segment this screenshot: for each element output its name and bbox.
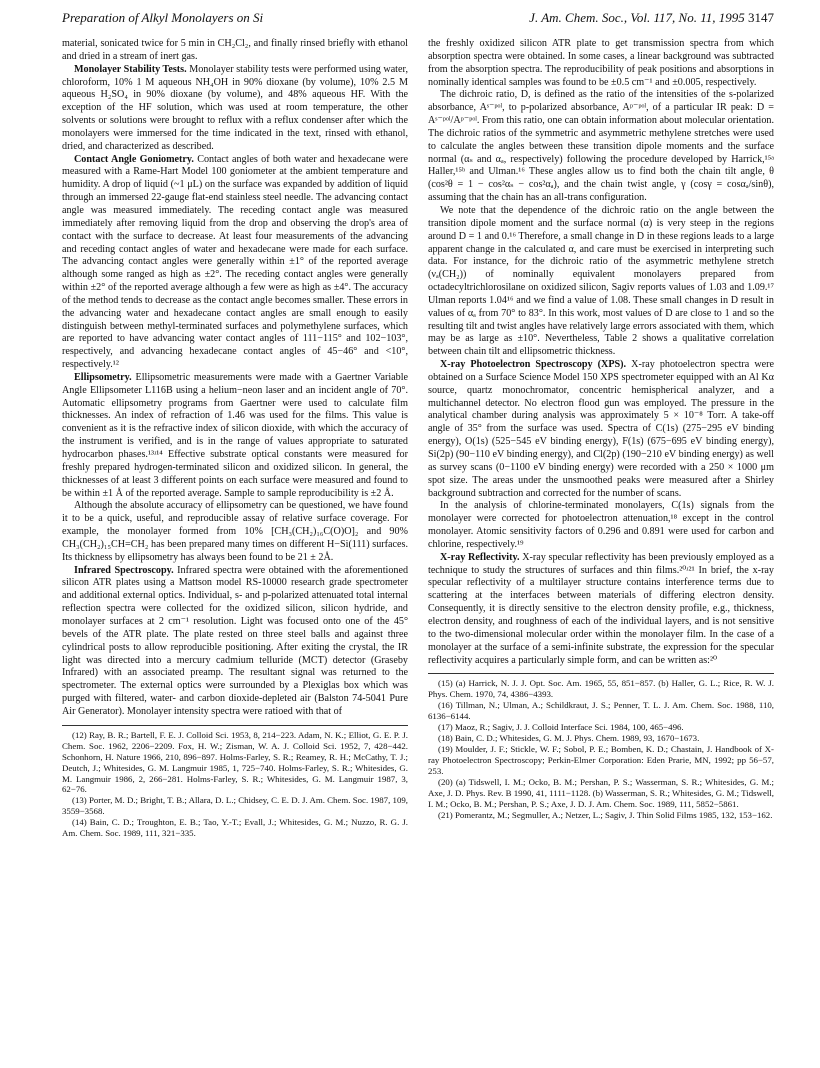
reference-19: (19) Moulder, J. F.; Stickle, W. F.; Sobol, P. E.; Bomben, K. D.; Chastain, J. Handbook of X-ray Photoelectron Spectroscopy; Perkin-Elmer Corporation: Eden Prarie, MN, 1992; pp 56−57, 253. [428, 744, 774, 776]
page-number: 3147 [748, 10, 774, 25]
section-heading: Ellipsometry. [74, 371, 132, 383]
paragraph: In the analysis of chlorine-terminated monolayers, C(1s) signals from the monolayer were corrected for photoelectron attenuation,¹⁸ except in the control monolayer. Atomic sensitivity factors of 0.296 and 0.891 were used for carbon and chlorine, respectively.¹⁹ [428, 500, 774, 550]
section-infrared [62, 565, 408, 719]
section-heading: X-ray Photoelectron Spectroscopy (XPS). [440, 359, 627, 371]
footnote-divider [428, 673, 774, 674]
reference-17: (17) Maoz, R.; Sagiv, J. J. Colloid Interface Sci. 1984, 100, 465−496. [438, 722, 684, 733]
section-text: Contact angles of both water and hexadecane were measured with a Rame-Hart Model 100 goniometer at the ambient temperature and humidity. A drop of liquid (~1 μL) on the surface was expanded by addition of liquid through an immersed 22-gauge flat-end stainless steel needle. The advancing contact angle was measured immediately. The receding contact angle was measured immediately after removing liquid from the drop and observing the drop's area of contact with the surface to decrease. At least four measurements of the advancing and receding contact angles of water and hexadecane were made for each surface. The advancing contact angles were generally within ±1° of the reported average although some ranged as high as ±2°. The receding contact angles were generally within ±2° of the reported average although a few were as high as ±4°. The accuracy of the method tends to decrease as the contact angle becomes smaller. These errors in the advancing water and hexadecane contact angles are small enough to easily distinguish between methyl-terminated surfaces and polymethylene surfaces, which are reported to have advancing water contact angles of 111−115° and 102−103°, respectively, and advancing hexadecane contact angles of 45−46° and <10°, respectively.¹² [62, 153, 408, 371]
section-heading: X-ray Reflectivity. [440, 551, 520, 563]
paragraph: Although the absolute accuracy of ellipsometry can be questioned, we have found it to be a quick, useful, and reproducible assay of relative surface coverage. For example, the monolayer formed from 10% [CH₃(CH₂)₁₆C(O)O]₂ and 90% CH₃(CH₂)₁₅CH=CH₂ has been prepared many times on different H−Si(111) surfaces. Its thickness by ellipsometry has always been found to be 21 ± 2Å. [62, 500, 408, 563]
running-title: Preparation of Alkyl Monolayers on Si [62, 10, 264, 25]
left-column [62, 38, 408, 839]
section-heading: Contact Angle Goniometry. [74, 153, 194, 165]
reference-20: (20) (a) Tidswell, I. M.; Ocko, B. M.; Pershan, P. S.; Wasserman, S. R.; Whitesides, G. M.; Axe, J. D. Phys. Rev. B 1990, 41, 1111−1128. (b) Wasserman, S. R.; Whitesides, G. M.; Tidswell, I. M.; Ocko, B. M.; Pershan, P. S.; Axe, J. D. J. Am. Chem. Soc. 1989, 111, 5852−5861. [428, 776, 774, 809]
section-xray-reflectivity [428, 552, 774, 668]
section-stability [62, 64, 408, 154]
reference-16: (16) Tillman, N.; Ulman, A.; Schildkraut, J. S.; Penner, T. L. J. Am. Chem. Soc. 1988, 110, 6136−6144. [428, 700, 774, 722]
paragraph-dichroic-2: We note that the dependence of the dichroic ratio on the angle between the transition dipole moment and the surface normal (α) is very steep in the regions around D = 1 and 0.¹⁶ Therefore, a small change in D in these regions leads to a large apparent change in the calculated α, and care must be exercised in interpreting such data. For instance, for the dichroic ratio of the asymmetric methylene stretch (νₐ(CH₂)) of nominally equivalent monolayers prepared from octadecyltrichlorosilane on oxidized silicon, Sagiv reports values of 1.03 and 1.09.¹⁷ Ulman reports 1.04¹⁶ and we find a value of 1.08. These small changes in D result in values of αₐ from 70° to 83°. In this work, most values of D are close to 1 and so the resulting tilt and twist angles have relatively large errors associated with them, which may be as large as ±10°. Nevertheless, Table 2 shows a qualitative correlation between chain tilt and ellipsometric thickness. [428, 204, 774, 358]
paragraph-continued: material, sonicated twice for 5 min in CH₂Cl₂, and finally rinsed briefly with ethanol and dried in a stream of inert gas. [62, 38, 408, 62]
running-header [62, 10, 774, 32]
section-heading: Monolayer Stability Tests. [74, 63, 187, 75]
section-heading: Infrared Spectroscopy. [74, 564, 174, 576]
reference-21: (21) Pomerantz, M.; Segmuller, A.; Netzer, L.; Sagiv, J. Thin Solid Films 1985, 132, 153−162. [438, 809, 773, 820]
paragraph-continued: the freshly oxidized silicon ATR plate to get transmission spectra from which absorption spectra were obtained. In some cases, a linear background was subtracted from the absorption spectra. The reproducibility of peak positions and absorptions in nominally identical samples was found to be ±0.5 cm⁻¹ and ±0.005, respectively. [428, 38, 774, 88]
journal-volume: Vol. 117, No. 11, 1995 [630, 10, 745, 25]
paragraph-dichroic: The dichroic ratio, D, is defined as the ratio of the intensities of the s-polarized absorbance, Aˢ⁻ᵖᵒˡ, to p-polarized absorbance, Aᵖ⁻ᵖᵒˡ, of a particular IR peak: D = Aˢ⁻ᵖᵒˡ/Aᵖ⁻ᵖᵒˡ. From this ratio, one can obtain information about molecular orientation. The dichroic ratios of the symmetric and asymmetric methylene stretches were used to calculate the angles between these transition dipole moments and the surface normal (αₛ and αₐ, respectively) following the procedure developed by Harrick,¹⁵ᵃ Haller,¹⁵ᵇ and Ulman.¹⁶ These angles allow us to find both the chain tilt angle, θ (cos²θ = 1 − cos²αₛ − cos²αₐ), and the chain twist angle, γ (cosγ = cosαₐ/sinθ), assuming that the chain has an all-trans configuration. [428, 89, 774, 204]
reference-12: (12) Ray, B. R.; Bartell, F. E. J. Colloid Sci. 1953, 8, 214−223. Adam, N. K.; Elliot, G. E. P. J. Chem. Soc. 1962, 2206−2209. Fox, H. W.; Zisman, W. A. J. Colloid Sci. 1952, 7, 428−442. Schonhorn, H. Nature 1966, 210, 896−897. Holms-Farley, S. R.; Reamey, R. H.; McCathy, T. J.; Deutch, J.; Whitesides, G. M. Langmuir 1985, 1, 725−740. Holms-Farley, S. R.; Whitesides, G. M. Langmuir 1986, 2, 266−281. Holms-Farley, S. R.; Whitesides, G. M. Langmuir 1987, 3, 62−76. [62, 729, 408, 795]
references-left [62, 730, 408, 840]
section-text: X-ray specular reflectivity has been previously employed as a technique to study the structures of surfaces and thin films.²⁰ʴ²¹ In brief, the x-ray specular reflectivity of a multilayer structure contains interference terms due to scattering at the interfaces between materials of differing electron density. Consequently, it is directly sensitive to the electron density profile, e.g., thickness, electron density, and roughness of each of the individual layers, and is not sensitive to the two-dimensional molecular order within the monolayer film. In the case of a monolayer at the surface of a semi-infinite substrate, the expression for the specular reflectivity acquires a particularly simple form, and can be written as:²⁰ [428, 551, 775, 666]
reference-13: (13) Porter, M. D.; Bright, T. B.; Allara, D. L.; Chidsey, C. E. D. J. Am. Chem. Soc. 1987, 109, 3559−3568. [62, 795, 408, 817]
section-text: X-ray photoelectron spectra were obtained on a Surface Science Model 150 XPS spectrometer equipped with an Al Kα source, quartz monochromator, concentric hemispherical analyzer, and a multichannel detector. No electron flood gun was employed. The pressure in the analytical chamber during analysis was approximately 5 × 10⁻⁸ Torr. A take-off angle of 35° from the surface was used. Spectra of C(1s) (275−295 eV binding energy), O(1s) (525−545 eV binding energy), F(1s) (675−695 eV binding energy), Si(2p) (90−110 eV binding energy), and Cl(2p) (190−210 eV binding energy) as well as survey scans (0−1100 eV binding energy) were recorded with a 250 × 1000 μm spot size. The areas under the unsmoothed peaks were measured after a Shirley background subtraction and corrected for the number of scans. [428, 359, 775, 499]
footnote-divider [62, 725, 408, 726]
section-contact-angle [62, 154, 408, 372]
reference-14: (14) Bain, C. D.; Troughton, E. B.; Tao, Y.-T.; Evall, J.; Whitesides, G. M.; Nuzzo, R. G. J. Am. Chem. Soc. 1989, 111, 321−335. [62, 817, 408, 839]
reference-18: (18) Bain, C. D.; Whitesides, G. M. J. Phys. Chem. 1989, 93, 1670−1673. [438, 733, 700, 744]
references-right [428, 678, 774, 820]
section-text: Infrared spectra were obtained with the aforementioned silicon ATR plates using a Mattson model RS-10000 research grade spectrometer and additional external optics. Individual, s- and p-polarized attenuated total internal reflection spectra were collected for the oxidized silicon, silicon hydride, and monolayer surfaces at 2 cm⁻¹ resolution. Light was focused onto one of the 45° bevels of the ATR plate. The plate rested on three steel balls and against three cylindrical posts to allow reproducible positioning. After exiting the crystal, the IR light was directed into a mercury cadmium telluride (MCT) detector (Graseby Infrared) with an associated preamp. The resultant signal was returned to the spectrometer. The external optics were surrounded by a Plexiglas box which was purged with filtered, water- and carbon dioxide-depleted air (Balston 74-5041 Pure Air Generator). Monolayer intensity spectra were ratioed with that of [62, 564, 409, 717]
right-column [428, 38, 774, 839]
section-text: Ellipsometric measurements were made with a Gaertner Variable Angle Ellipsometer L116B using a helium−neon laser and an incident angle of 70°. Automatic ellipsometry programs from Gaertner were used to calculate film thicknesses. An index of refraction of 1.46 was used for the films. This value is convenient as it is the refractive index of silicon dioxide, with which the accuracy of the instrument is verified, and is in the range of values appropriate to saturated hydrocarbon phases.¹³ʴ¹⁴ Effective substrate optical constants were measured for freshly prepared hydrogen-terminated silicon and oxidized silicon. In general, the thicknesses of at least 3 different points on each surface were measured and found to be within ±1 Å of the reported average. Sample to sample reproducibility is ±2 Å. [62, 371, 408, 499]
section-text: Monolayer stability tests were performed using water, chloroform, 10% 1 M aqueous NH₄OH in 90% dioxane (by volume), 10% 2.5 M aqueous H₂SO₄ in 90% dioxane (by volume), and 48% aqueous HF. With the exception of the HF solution, which was used at room temperature, the other solvents or solutions were brought to reflux with a reflux condenser after which the monolayers were immersed for the time indicated in the text, rinsed with ethanol, dried, and characterized as described. [62, 63, 408, 152]
reference-15: (15) (a) Harrick, N. J. J. Opt. Soc. Am. 1965, 55, 851−857. (b) Haller, G. L.; Rice, R. W. J. Phys. Chem. 1970, 74, 4386−4393. [428, 678, 774, 700]
journal-name: J. Am. Chem. Soc., [529, 10, 628, 25]
journal-citation [529, 10, 774, 26]
section-xps [428, 359, 774, 500]
section-ellipsometry [62, 372, 408, 500]
